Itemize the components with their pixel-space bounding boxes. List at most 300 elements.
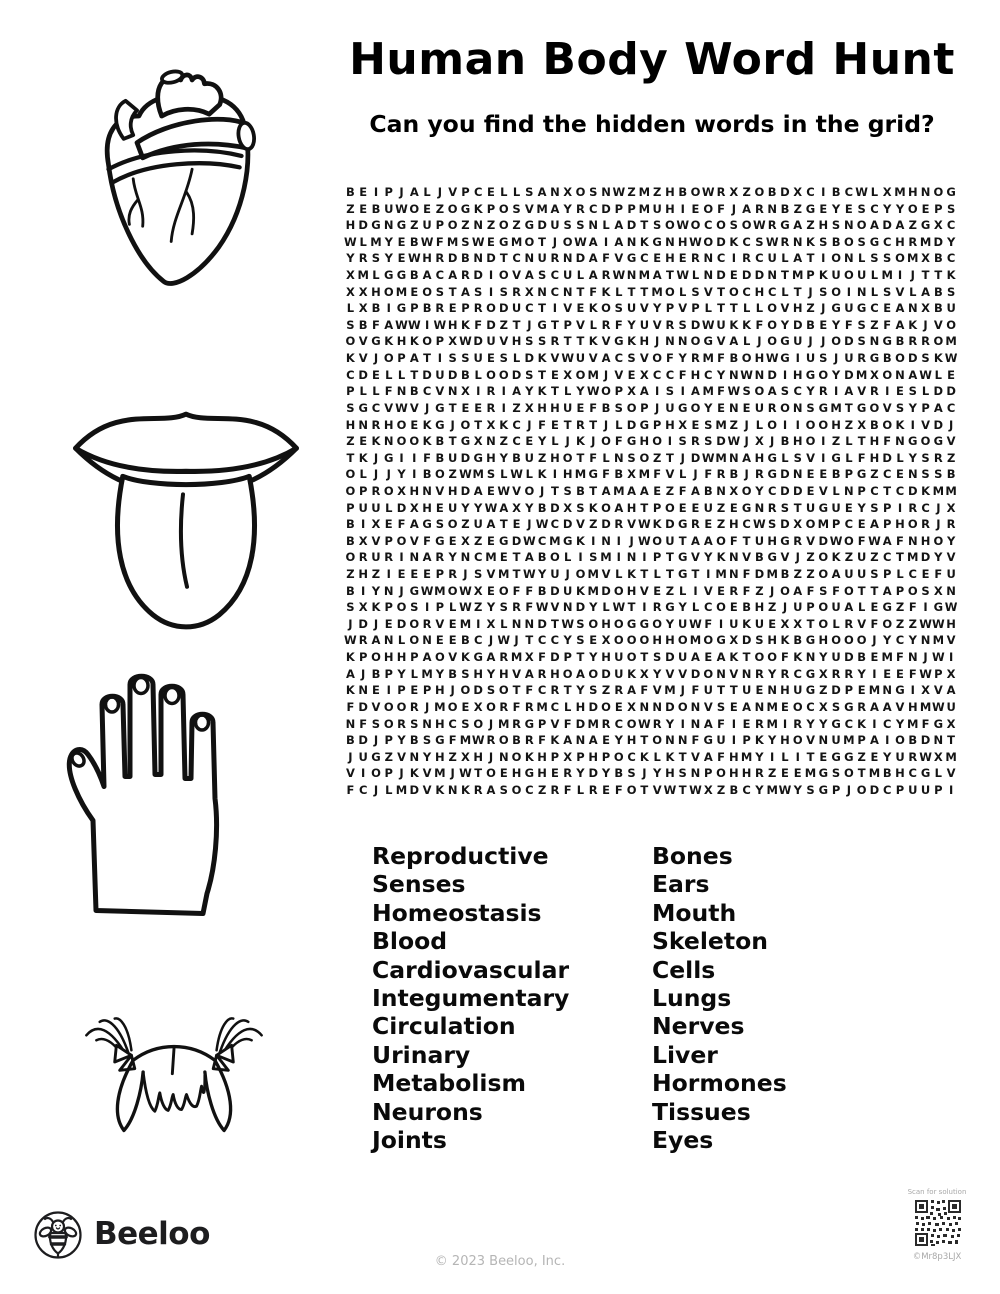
grid-letter: X [933, 749, 943, 764]
grid-letter: A [703, 533, 713, 548]
grid-letter: U [550, 218, 560, 233]
grid-letter: O [562, 450, 573, 465]
grid-letter: R [716, 467, 726, 482]
grid-letter: P [652, 500, 662, 515]
grid-letter: S [819, 351, 828, 366]
grid-letter: D [575, 251, 586, 266]
grid-letter: H [422, 251, 432, 266]
grid-letter: F [896, 533, 904, 548]
grid-letter: D [524, 351, 535, 366]
grid-letter: T [576, 284, 585, 299]
word-list-column-2 [652, 842, 787, 1154]
grid-letter: P [806, 600, 815, 615]
grid-letter: P [563, 650, 572, 665]
grid-letter: O [460, 683, 471, 698]
grid-letter: G [384, 450, 394, 465]
grid-letter: K [460, 317, 470, 332]
word-item: Homeostasis [372, 898, 542, 927]
grid-letter: D [818, 533, 829, 548]
grid-letter: P [882, 567, 892, 582]
grid-letter: F [589, 284, 598, 299]
grid-letter: P [435, 334, 445, 349]
grid-letter: U [754, 400, 765, 415]
grid-letter: V [703, 699, 713, 714]
word-item: Metabolism [372, 1069, 526, 1098]
grid-letter: E [487, 185, 495, 199]
grid-letter: Z [537, 782, 547, 797]
grid-letter: X [473, 583, 483, 598]
grid-letter: T [525, 633, 534, 648]
grid-letter: J [527, 517, 532, 532]
grid-letter: R [665, 317, 675, 332]
grid-letter: L [896, 567, 904, 582]
grid-letter: J [808, 284, 813, 299]
grid-letter: K [537, 384, 547, 399]
grid-letter: F [346, 699, 355, 714]
grid-letter: T [410, 367, 419, 382]
grid-letter: W [919, 616, 932, 631]
grid-letter: W [638, 517, 651, 532]
grid-letter: J [744, 417, 749, 432]
grid-letter: A [703, 716, 713, 731]
grid-letter: O [562, 666, 573, 681]
grid-letter: N [895, 367, 905, 382]
grid-letter: N [716, 483, 726, 498]
grid-row [344, 433, 958, 450]
grid-letter: N [792, 234, 803, 249]
grid-letter: D [754, 268, 765, 283]
grid-letter: R [601, 716, 611, 731]
grid-letter: F [806, 583, 815, 598]
grid-letter: U [729, 616, 739, 631]
grid-letter: V [512, 268, 521, 283]
grid-letter: V [358, 334, 368, 349]
grid-letter: N [524, 251, 535, 266]
grid-letter: I [910, 417, 915, 432]
grid-letter: T [857, 434, 866, 449]
grid-letter: R [691, 351, 700, 366]
grid-letter: P [397, 683, 406, 698]
grid-letter: K [588, 334, 598, 349]
grid-letter: M [702, 351, 714, 366]
grid-letter: M [945, 749, 957, 764]
grid-letter: A [409, 185, 419, 199]
grid-letter: O [498, 733, 509, 748]
grid-letter: T [563, 334, 572, 349]
grid-letter: F [832, 583, 840, 598]
grid-letter: L [845, 450, 853, 465]
grid-letter: P [576, 749, 585, 764]
grid-letter: S [346, 600, 355, 615]
grid-letter: F [896, 650, 904, 665]
grid-letter: H [473, 666, 484, 681]
grid-letter: O [511, 782, 522, 797]
grid-letter: F [921, 716, 930, 731]
grid-letter: O [524, 483, 535, 498]
grid-letter: F [614, 317, 623, 332]
beeloo-brand-name: Beeloo [94, 1216, 210, 1252]
grid-letter: Y [525, 500, 534, 515]
grid-letter: C [358, 782, 368, 797]
grid-letter: J [373, 450, 379, 465]
grid-letter: O [703, 633, 714, 648]
grid-letter: G [780, 218, 790, 233]
grid-letter: X [754, 434, 764, 449]
grid-letter: U [793, 683, 803, 698]
grid-letter: S [806, 782, 815, 797]
grid-letter: M [421, 666, 433, 681]
grid-letter: E [921, 201, 930, 216]
grid-letter: J [539, 483, 545, 498]
grid-letter: Y [946, 234, 956, 249]
grid-letter: M [587, 367, 599, 382]
grid-letter: Y [601, 766, 611, 781]
grid-letter: W [344, 234, 357, 249]
grid-letter: T [729, 683, 738, 698]
grid-letter: U [793, 600, 803, 615]
grid-letter: J [450, 766, 455, 781]
grid-letter: X [729, 483, 739, 498]
grid-letter: D [754, 567, 765, 582]
grid-letter: F [678, 483, 687, 498]
grid-letter: P [410, 650, 419, 665]
grid-letter: O [716, 533, 726, 548]
grid-letter: R [576, 417, 585, 432]
grid-letter: S [589, 683, 598, 698]
grid-letter: L [857, 251, 866, 266]
grid-letter: T [665, 550, 674, 565]
grid-letter: B [703, 483, 713, 498]
grid-letter: Y [665, 616, 675, 631]
grid-letter: H [754, 450, 765, 465]
grid-letter: Y [934, 550, 943, 565]
grid-letter: B [870, 417, 879, 432]
qr-credit-text: ©Mr8p3LJX [912, 1252, 962, 1262]
grid-letter: R [435, 550, 445, 565]
grid-letter: S [346, 317, 355, 332]
grid-letter: P [831, 782, 841, 797]
grid-letter: Z [652, 450, 662, 465]
grid-letter: O [805, 434, 816, 449]
grid-letter: K [742, 317, 752, 332]
grid-letter: K [793, 650, 803, 665]
grid-letter: M [395, 284, 408, 299]
grid-letter: O [383, 483, 394, 498]
grid-letter: W [420, 583, 434, 598]
grid-letter: R [857, 699, 867, 714]
grid-letter: R [844, 616, 854, 631]
grid-letter: J [680, 683, 685, 698]
grid-letter: D [780, 517, 790, 532]
grid-letter: G [371, 749, 381, 764]
grid-letter: V [857, 384, 867, 399]
grid-row [344, 267, 958, 284]
grid-letter: T [589, 417, 598, 432]
grid-letter: P [857, 483, 866, 498]
grid-letter: A [691, 650, 700, 665]
grid-letter: U [563, 268, 573, 283]
grid-letter: B [946, 467, 956, 482]
grid-letter: P [934, 782, 943, 797]
grid-letter: L [857, 600, 866, 615]
grid-letter: C [844, 185, 854, 199]
grid-letter: B [409, 234, 419, 249]
grid-letter: D [562, 517, 573, 532]
grid-letter: C [946, 251, 956, 266]
grid-letter: T [448, 434, 457, 449]
grid-letter: O [409, 434, 420, 449]
grid-letter: T [474, 766, 483, 781]
grid-letter: I [501, 400, 506, 415]
grid-letter: T [563, 417, 572, 432]
grid-letter: A [486, 782, 496, 797]
grid-letter: S [627, 450, 636, 465]
grid-letter: L [385, 367, 393, 382]
grid-letter: B [537, 583, 547, 598]
grid-letter: B [678, 185, 688, 199]
grid-letter: V [933, 317, 943, 332]
grid-letter: L [909, 284, 917, 299]
grid-letter: H [690, 367, 701, 382]
grid-letter: J [757, 334, 762, 349]
grid-letter: R [448, 567, 458, 582]
grid-letter: D [511, 533, 522, 548]
grid-letter: O [933, 185, 944, 199]
grid-letter: C [716, 251, 726, 266]
grid-letter: D [882, 218, 892, 233]
grid-letter: J [348, 749, 353, 764]
grid-letter: X [946, 666, 956, 681]
grid-letter: G [677, 517, 688, 532]
grid-letter: D [447, 367, 458, 382]
grid-letter: P [691, 301, 700, 316]
grid-letter: F [883, 317, 892, 332]
grid-letter: C [627, 749, 636, 764]
grid-letter: O [601, 500, 611, 515]
grid-letter: P [652, 550, 662, 565]
grid-letter: W [522, 567, 536, 582]
grid-letter: O [843, 633, 854, 648]
grid-letter: X [678, 417, 688, 432]
grid-letter: J [450, 683, 455, 698]
grid-letter: W [931, 650, 945, 665]
grid-letter: V [384, 400, 394, 415]
grid-letter: I [386, 567, 391, 582]
grid-letter: W [612, 268, 626, 283]
grid-letter: S [410, 716, 419, 731]
grid-letter: U [358, 500, 368, 515]
grid-letter: G [780, 351, 790, 366]
grid-letter: T [512, 550, 521, 565]
grid-letter: B [780, 567, 790, 582]
grid-letter: R [754, 716, 764, 731]
grid-letter: S [461, 351, 470, 366]
grid-letter: T [576, 334, 585, 349]
grid-letter: O [677, 699, 688, 714]
grid-letter: V [895, 699, 905, 714]
grid-letter: S [576, 218, 585, 233]
grid-row [344, 184, 958, 201]
grid-letter: F [384, 384, 393, 399]
grid-letter: G [537, 317, 547, 332]
grid-letter: X [460, 749, 470, 764]
grid-letter: V [946, 434, 956, 449]
grid-letter: N [639, 699, 650, 714]
grid-letter: R [818, 384, 828, 399]
grid-letter: A [882, 533, 892, 548]
grid-letter: M [510, 650, 523, 665]
grid-letter: Y [780, 317, 790, 332]
grid-letter: A [422, 550, 432, 565]
grid-letter: X [358, 284, 368, 299]
grid-letter: R [550, 683, 560, 698]
grid-letter: S [857, 334, 866, 349]
grid-letter: E [691, 201, 700, 216]
grid-letter: U [537, 251, 547, 266]
grid-letter: V [678, 666, 688, 681]
grid-letter: F [614, 782, 623, 797]
grid-letter: D [358, 699, 368, 714]
grid-letter: J [731, 201, 736, 216]
grid-letter: X [857, 417, 867, 432]
grid-letter: N [588, 218, 599, 233]
grid-letter: Z [870, 317, 879, 332]
grid-letter: T [640, 733, 649, 748]
grid-letter: G [652, 234, 662, 249]
grid-letter: D [780, 467, 790, 482]
grid-letter: K [639, 749, 649, 764]
grid-letter: X [793, 517, 803, 532]
grid-letter: D [907, 483, 918, 498]
grid-letter: R [473, 301, 483, 316]
grid-letter: O [856, 218, 867, 233]
mouth-with-tongue-illustration [58, 386, 314, 652]
grid-letter: E [372, 683, 380, 698]
grid-letter: O [396, 699, 407, 714]
grid-letter: D [869, 782, 880, 797]
grid-letter: P [384, 185, 393, 199]
grid-letter: U [767, 251, 777, 266]
grid-letter: Z [844, 550, 854, 565]
grid-letter: N [486, 434, 496, 449]
grid-letter: I [476, 616, 481, 631]
grid-letter: U [703, 683, 713, 698]
grid-letter: R [576, 201, 585, 216]
grid-letter: G [677, 550, 688, 565]
grid-letter: D [409, 782, 420, 797]
grid-letter: Z [946, 450, 956, 465]
grid-letter: O [371, 650, 381, 665]
grid-letter: N [383, 633, 394, 648]
grid-letter: X [358, 533, 368, 548]
grid-letter: F [525, 583, 534, 598]
grid-letter: A [869, 699, 879, 714]
grid-letter: I [552, 467, 558, 482]
grid-letter: U [358, 749, 368, 764]
grid-letter: I [948, 782, 954, 797]
grid-letter: O [703, 201, 714, 216]
grid-letter: L [615, 417, 623, 432]
grid-letter: E [844, 500, 853, 515]
grid-letter: I [424, 317, 430, 332]
grid-letter: O [498, 583, 509, 598]
grid-letter: H [626, 733, 637, 748]
grid-letter: F [538, 417, 547, 432]
grid-letter: V [614, 251, 624, 266]
grid-letter: K [627, 334, 637, 349]
grid-letter: S [857, 317, 866, 332]
grid-letter: P [844, 683, 854, 698]
grid-letter: F [704, 616, 713, 631]
grid-letter: S [793, 450, 802, 465]
grid-letter: J [846, 782, 851, 797]
grid-letter: H [537, 749, 547, 764]
grid-letter: G [805, 633, 816, 648]
grid-letter: O [741, 351, 752, 366]
grid-letter: M [638, 467, 651, 482]
grid-letter: D [601, 666, 611, 681]
grid-letter: G [805, 201, 816, 216]
grid-letter: N [537, 284, 547, 299]
grid-letter: U [639, 317, 650, 332]
grid-letter: M [766, 716, 778, 731]
grid-letter: I [731, 733, 736, 748]
grid-letter: H [537, 766, 547, 781]
grid-letter: S [563, 218, 572, 233]
grid-letter: D [537, 616, 547, 631]
grid-letter: P [435, 600, 445, 615]
grid-letter: F [678, 367, 687, 382]
grid-letter: I [680, 384, 685, 399]
grid-letter: X [946, 500, 956, 515]
grid-letter: R [767, 218, 777, 233]
grid-letter: U [946, 301, 956, 316]
grid-letter: U [831, 733, 841, 748]
grid-letter: U [895, 749, 905, 764]
grid-letter: R [908, 234, 918, 249]
grid-letter: M [472, 467, 484, 482]
grid-letter: T [512, 317, 521, 332]
grid-letter: S [576, 500, 585, 515]
grid-letter: S [831, 218, 841, 233]
grid-letter: C [550, 268, 560, 283]
grid-letter: L [410, 666, 418, 681]
grid-letter: O [498, 268, 509, 283]
grid-letter: Z [806, 218, 815, 233]
grid-letter: X [627, 384, 637, 399]
grid-letter: U [754, 533, 765, 548]
grid-letter: K [473, 201, 483, 216]
grid-letter: K [550, 733, 560, 748]
grid-letter: S [461, 666, 470, 681]
grid-letter: V [576, 317, 585, 332]
grid-letter: M [715, 450, 727, 465]
grid-letter: Y [627, 317, 636, 332]
grid-letter: A [703, 749, 713, 764]
grid-letter: T [793, 284, 802, 299]
grid-letter: N [690, 716, 701, 731]
grid-letter: D [422, 367, 432, 382]
grid-letter: E [576, 400, 585, 415]
grid-letter: J [565, 434, 570, 449]
grid-letter: O [613, 749, 624, 764]
grid-letter: S [716, 699, 726, 714]
grid-letter: Y [831, 201, 841, 216]
grid-letter: L [500, 616, 508, 631]
grid-letter: I [821, 251, 826, 266]
grid-letter: R [793, 716, 803, 731]
grid-letter: T [512, 567, 521, 582]
